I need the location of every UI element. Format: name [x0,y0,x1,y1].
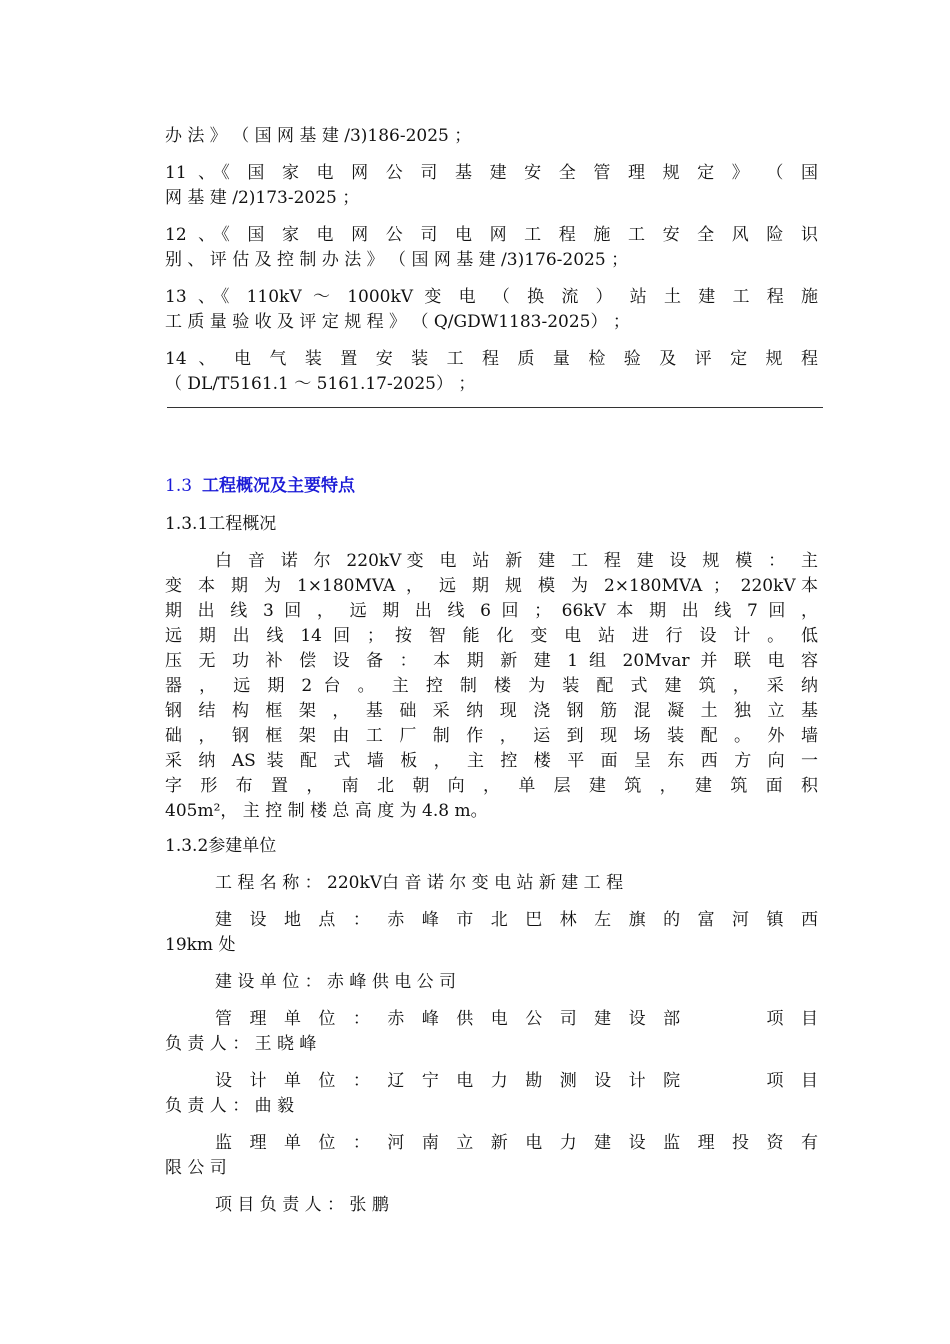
participant-line: 负 责 人 ： 曲 毅 [165,1096,295,1116]
participant-line: 设 计 单 位 ： 辽 宁 电 力 勘 测 设 计 院 项 目 [215,1071,818,1091]
reference-line: 14 、 电 气 装 置 安 装 工 程 质 量 检 验 及 评 定 规 程 [165,349,818,369]
paragraph-line: 期 出 线 3 回 ， 远 期 出 线 6 回 ； 66kV 本 期 出 线 7 回 ， [165,601,818,621]
participant-design [165,1069,818,1119]
participant-line: 限 公 司 [165,1158,227,1178]
paragraph-line: 远 期 出 线 14 回 ； 按 智 能 化 变 电 站 进 行 设 计 。 低 [165,626,818,646]
paragraph-line: 字 形 布 置 ， 南 北 朝 向 ， 单 层 建 筑 ， 建 筑 面 积 [165,776,818,796]
paragraph-line: 础 ， 钢 框 架 由 工 厂 制 作 ， 运 到 现 场 装 配 。 外 墙 [165,726,818,746]
participant-line: 管 理 单 位 ： 赤 峰 供 电 公 司 建 设 部 项 目 [215,1009,818,1029]
participant-line: 建 设 地 点 ： 赤 峰 市 北 巴 林 左 旗 的 富 河 镇 西 [215,910,818,930]
horizontal-rule [167,407,823,408]
reference-line: 12 、《 国 家 电 网 公 司 电 网 工 程 施 工 安 全 风 险 识 [165,225,818,245]
participant-management [165,1007,818,1057]
paragraph-line: 钢 结 构 框 架 ， 基 础 采 纳 现 浇 钢 筋 混 凝 土 独 立 基 [165,701,818,721]
overview-paragraph [165,549,818,824]
participant-line: 监 理 单 位 ： 河 南 立 新 电 力 建 设 监 理 投 资 有 [215,1133,818,1153]
participant-location [165,908,818,958]
reference-line: 13 、《 110kV ～ 1000kV 变 电 （ 换 流 ） 站 土 建 工 程 施 [165,287,818,307]
participant-project-lead [165,1193,818,1218]
reference-line: 工 质 量 验 收 及 评 定 规 程 》 （ Q/GDW1183-2025） ； [165,312,630,332]
subsection-title: 1.3.1工程概况 [165,514,277,534]
section-heading [165,474,355,499]
subsection-participants [165,834,818,1230]
paragraph-line: 压 无 功 补 偿 设 备 ： 本 期 新 建 1 组 20Mvar 并 联 电 容 [165,651,818,671]
participant-line: 项 目 负 责 人 ： 张 鹏 [215,1195,389,1215]
subsection-title: 1.3.2参建单位 [165,836,277,856]
participant-supervision [165,1131,818,1181]
participant-line: 建 设 单 位 ： 赤 峰 供 电 公 司 [215,972,457,992]
reference-line: 11 、《 国 家 电 网 公 司 基 建 安 全 管 理 规 定 》 （ 国 [165,163,818,183]
participant-project-name [165,871,818,896]
paragraph-line: 405m²， 主 控 制 楼 总 高 度 为 4.8 m。 [165,801,488,821]
participant-owner [165,970,818,995]
reference-item-12 [165,223,818,273]
participant-line: 工 程 名 称 ： 220kV白 音 诺 尔 变 电 站 新 建 工 程 [215,873,624,893]
reference-item-10-tail [165,124,818,149]
reference-line: （ DL/T5161.1 ～ 5161.17-2025） ； [165,374,476,394]
reference-line: 网 基 建 /2)173-2025 ； [165,188,360,208]
subsection-overview [165,512,818,824]
section-number: 1.3 [165,476,193,496]
reference-item-14 [165,347,818,397]
section-title: 工程概况及主要特点 [202,476,356,496]
reference-line: 别 、 评 估 及 控 制 办 法 》 （ 国 网 基 建 /3)176-2025 ； [165,250,629,270]
paragraph-line: 白 音 诺 尔 220kV变 电 站 新 建 工 程 建 设 规 模 ： 主 [215,551,818,571]
participant-line: 负 责 人 ： 王 晓 峰 [165,1034,317,1054]
paragraph-line: 采 纳 AS 装 配 式 墙 板 ， 主 控 楼 平 面 呈 东 西 方 向 一 [165,751,818,771]
reference-list [165,124,818,409]
reference-item-13 [165,285,818,335]
reference-item-11 [165,161,818,211]
participant-line: 19km 处 [165,935,236,955]
reference-line: 办 法 》 （ 国 网 基 建 /3)186-2025 ； [165,126,472,146]
paragraph-line: 变 本 期 为 1×180MVA ， 远 期 规 模 为 2×180MVA ； 220kV本 [165,576,818,596]
paragraph-line: 器 ， 远 期 2 台 。 主 控 制 楼 为 装 配 式 建 筑 ， 采 纳 [165,676,818,696]
